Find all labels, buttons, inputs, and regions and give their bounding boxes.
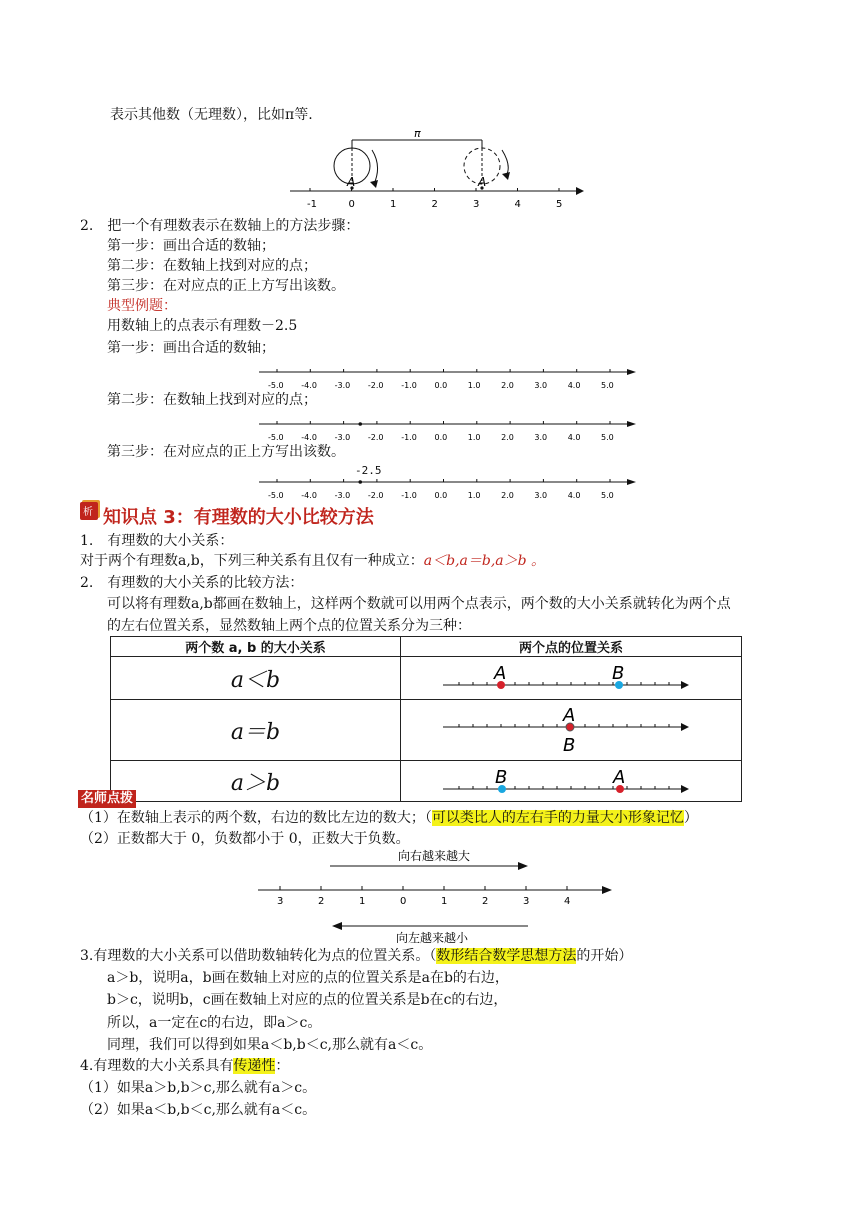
roll-arrow-2 [502, 150, 508, 176]
axis-tick-label: 5.0 [601, 491, 614, 500]
section2-step-1: 第一步：画出合适的数轴； [107, 238, 275, 254]
section2-step-3: 第三步：在对应点的正上方写出该数。 [107, 278, 345, 294]
axis-tick-label: 0.0 [434, 491, 448, 500]
axis-tick-label: 1.0 [467, 491, 481, 500]
axis-tick-label: 3.0 [534, 491, 548, 500]
axis-tick-label: -4.0 [301, 433, 317, 442]
axis-tick-label: 0.0 [434, 381, 448, 390]
direction-top-label: 向右越来越大 [398, 849, 471, 863]
p2-text-2: 的左右位置关系，显然数轴上两个点的位置关系分为三种： [107, 618, 471, 634]
section4-title [80, 1057, 289, 1075]
point-value-label: -2.5 [355, 464, 382, 477]
point-marker [358, 422, 362, 426]
p1-text [80, 552, 545, 570]
number-axis-3 [255, 474, 640, 502]
axis-tick-label: -3.0 [334, 381, 351, 390]
direction-tick-label: 1 [441, 896, 448, 907]
position-equal [401, 700, 742, 761]
section3-line-2: a＞b，说明a，b画在数轴上对应的点的位置关系是a在b的右边， [107, 970, 509, 986]
axis-tick-label: 3.0 [534, 433, 548, 442]
direction-tick-label: 3 [277, 896, 284, 907]
pi-tick-label: 5 [556, 199, 563, 210]
number-axis-1 [255, 364, 640, 392]
axis-tick-label: 2.0 [501, 381, 514, 390]
tip-1 [80, 809, 698, 827]
axis-tick-label: -3.0 [334, 491, 351, 500]
label-b: B [563, 735, 576, 756]
section3-line-1-end: 的开始） [576, 948, 633, 964]
point-a-start: A [347, 175, 356, 189]
p1-title: 1. 有理数的大小关系： [80, 533, 234, 549]
axis-tick-label: -2.0 [367, 381, 384, 390]
header-left: 两个数 a, b 的大小关系 [111, 637, 401, 657]
axis-tick-label: 4.0 [567, 381, 581, 390]
comparison-table [110, 636, 742, 802]
section3-line-1 [80, 947, 632, 965]
p2-title: 2. 有理数的大小关系的比较方法： [80, 575, 304, 591]
label-a: A [613, 767, 626, 788]
axis-tick-label: 4.0 [567, 491, 581, 500]
section2-title: 2. 把一个有理数表示在数轴上的方法步骤： [80, 218, 360, 234]
position-less [401, 657, 742, 700]
table-row [111, 700, 742, 761]
axis-tick-label: -1.0 [401, 381, 417, 390]
section4-highlight: 传递性 [233, 1058, 276, 1074]
axis-tick-label: -1.0 [401, 433, 417, 442]
right-arrow-icon [518, 862, 528, 870]
number-axis-2 [255, 416, 640, 444]
label-a: A [563, 705, 576, 726]
example-step-1: 第一步：画出合适的数轴； [107, 340, 275, 356]
tip-1-highlight: 可以类比人的左右手的力量大小形象记忆 [431, 810, 684, 826]
position-greater [401, 761, 742, 802]
direction-tick-label: 1 [359, 896, 366, 907]
p1-text-main: 对于两个有理数a,b，下列三种关系有且仅有一种成立： [80, 553, 424, 569]
position-diagram-less [401, 657, 741, 695]
section4-title-text: 4.有理数的大小关系具有 [80, 1058, 234, 1074]
relation-equal: a＝b [111, 700, 401, 761]
pi-tick-label: 0 [348, 199, 355, 210]
left-arrow-icon [332, 922, 342, 930]
section4-title-end: ： [275, 1058, 290, 1074]
axis-tick-label: -5.0 [268, 433, 284, 442]
axis-tick-label: -2.0 [367, 433, 384, 442]
pi-tick-label: 1 [390, 199, 397, 210]
example-label: 典型例题： [107, 298, 177, 314]
section3-line-3: b＞c，说明b，c画在数轴上对应的点的位置关系是b在c的右边， [107, 992, 508, 1008]
p2-text-1: 可以将有理数a,b都画在数轴上，这样两个数就可以用两个点表示，两个数的大小关系就转化为两个点 [107, 596, 731, 612]
kp3-title: 知识点 3：有理数的大小比较方法 [103, 507, 374, 528]
table-row [111, 761, 742, 802]
direction-bottom-label: 向左越来越小 [396, 931, 469, 944]
label-b: B [612, 663, 625, 684]
pi-circle-diagram [280, 126, 590, 212]
table-header [111, 637, 742, 657]
axis-tick-label: 2.0 [501, 433, 514, 442]
label-b: B [495, 767, 508, 788]
tip-2: （2）正数都大于 0，负数都小于 0，正数大于负数。 [80, 831, 410, 847]
axis-tick-label: -1.0 [401, 491, 417, 500]
axis-tick-label: -4.0 [301, 381, 317, 390]
axis-tick-label: 2.0 [501, 491, 514, 500]
tip-1-text: （1）在数轴上表示的两个数，右边的数比左边的数大；（ [80, 810, 432, 826]
roll-arrow-1 [372, 150, 378, 184]
axis-tick-label: -5.0 [268, 491, 284, 500]
kp3-icon [80, 502, 98, 520]
relation-greater: a＞b [111, 761, 401, 802]
relation-less: a＜b [111, 657, 401, 700]
direction-diagram [250, 844, 620, 944]
p1-relations: a＜b,a＝b,a＞b 。 [423, 553, 546, 569]
pi-tick-label: 4 [514, 199, 521, 210]
kp3-icon-text: 析 [83, 507, 93, 518]
pi-axis-arrow [576, 187, 584, 195]
axis-tick-label: -2.0 [367, 491, 384, 500]
axis-tick-label: -4.0 [301, 491, 317, 500]
axis-tick-label: -3.0 [334, 433, 351, 442]
section4-item-1: （1）如果a＞b,b＞c,那么就有a＞c。 [80, 1080, 317, 1096]
table-row [111, 657, 742, 700]
example-step-2: 第二步：在数轴上找到对应的点； [107, 392, 317, 408]
point-a-end: A [478, 175, 487, 189]
section3-highlight: 数形结合数学思想方法 [436, 948, 577, 964]
point-marker [358, 480, 362, 484]
section3-line-5: 同理，我们可以得到如果a＜b,b＜c,那么就有a＜c。 [107, 1037, 433, 1053]
axis-tick-label: 0.0 [434, 433, 448, 442]
axis-tick-label: 5.0 [601, 381, 614, 390]
axis-tick-label: 1.0 [467, 381, 481, 390]
tip-1-end: ） [683, 810, 698, 826]
intro-line: 表示其他数（无理数），比如π等. [110, 107, 313, 123]
position-diagram-greater [401, 761, 741, 797]
direction-tick-label: 3 [523, 896, 530, 907]
tips-badge: 名师点拨 [78, 790, 136, 808]
label-a: A [494, 663, 507, 684]
section3-line-1-text: 3.有理数的大小关系可以借助数轴转化为点的位置关系。（ [80, 948, 437, 964]
axis-tick-label: 4.0 [567, 433, 581, 442]
axis-tick-label: 1.0 [467, 433, 481, 442]
example-text: 用数轴上的点表示有理数－2.5 [107, 318, 298, 334]
pi-tick-label: 2 [431, 199, 438, 210]
direction-tick-label: 2 [482, 896, 489, 907]
section3-line-4: 所以，a一定在c的右边，即a＞c。 [107, 1015, 322, 1031]
pi-label: π [414, 127, 421, 140]
axis-tick-label: 3.0 [534, 381, 548, 390]
direction-tick-label: 4 [564, 896, 571, 907]
section4-item-2: （2）如果a＜b,b＜c,那么就有a＜c。 [80, 1102, 317, 1118]
section2-step-2: 第二步：在数轴上找到对应的点； [107, 258, 317, 274]
example-step-3: 第三步：在对应点的正上方写出该数。 [107, 444, 345, 460]
direction-tick-label: 2 [318, 896, 325, 907]
position-diagram-equal [401, 700, 741, 756]
header-right: 两个点的位置关系 [401, 637, 742, 657]
axis-tick-label: 5.0 [601, 433, 614, 442]
direction-tick-label: 0 [400, 896, 407, 907]
axis-tick-label: -5.0 [268, 381, 284, 390]
pi-tick-label: -1 [307, 199, 317, 210]
pi-tick-label: 3 [473, 199, 480, 210]
